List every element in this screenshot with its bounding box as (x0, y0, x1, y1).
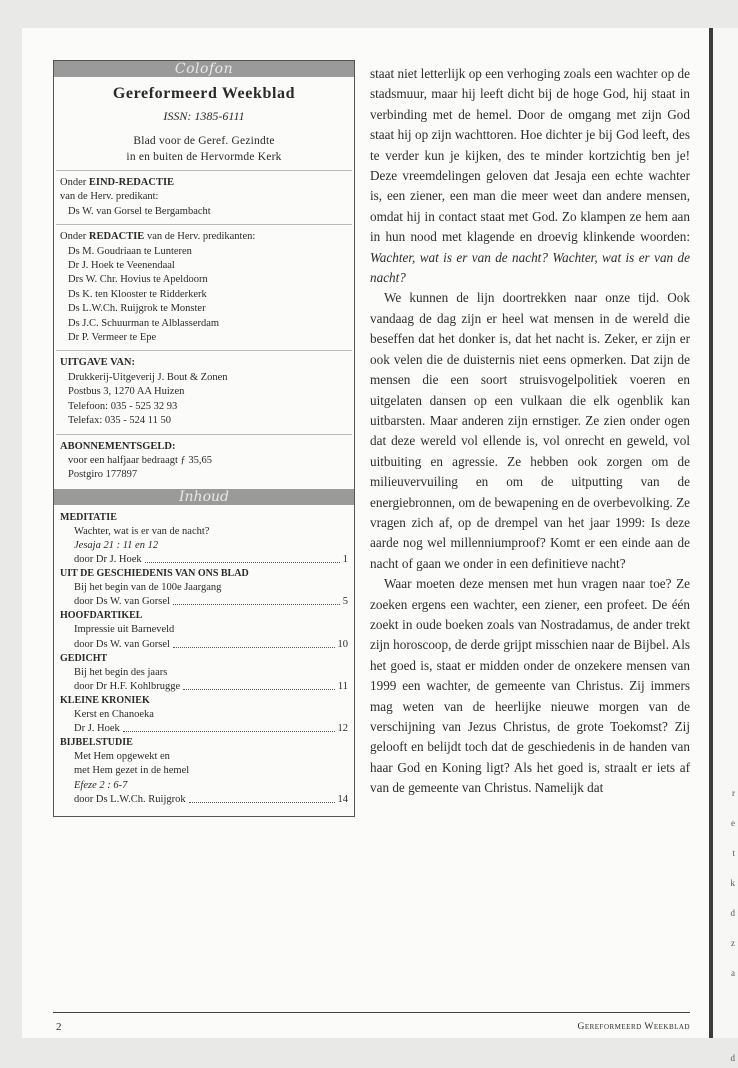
toc-page: 14 (337, 793, 348, 805)
paragraph-quote: Wachter, wat is er van de nacht? Wachter, wat is er van de nacht? (370, 249, 690, 286)
toc-section (60, 511, 348, 567)
toc-scripture: Jesaja 21 : 11 en 12 (74, 539, 159, 551)
prefix: Onder (60, 231, 87, 243)
article-paragraph: Waar moeten deze mensen met hun vragen naar toe? Ze zoeken ergens een wachter, een ziener, een profeet. De één zoekt in oude boeken zoals van Nostradamus, de ander trekt zijn horoscoop, de derde grijpt misschien naar de Bijbel. Als het goed is, staat er midden onder de onzekere mensen van 1999 een wachter, de gemeente van Christus. Zij immers mag weten van de heerlijke nieuwe morgen van de verschijning van Jezus Christus, de grote Toekomst? Zij gelooft en belijdt toch dat de geschiedenis in de handen van haar God en Koning ligt? Als het goed is, straalt er iets af van de gemeente van Christus. Namelijk dat (370, 576, 690, 796)
article-column (370, 64, 690, 799)
dot-leader (123, 722, 335, 732)
member: Ds M. Goudriaan te Lunteren (68, 245, 192, 257)
toc-heading: GEDICHT (60, 652, 108, 664)
toc-section (60, 567, 348, 609)
member: Dr J. Hoek te Veenendaal (68, 260, 175, 272)
dot-leader (145, 553, 340, 563)
prefix: Onder (60, 177, 87, 188)
inhoud-label: Inhoud (179, 488, 229, 505)
toc-author: door Dr J. Hoek (74, 554, 142, 565)
toc-heading: UIT DE GESCHIEDENIS VAN ONS BLAD (60, 568, 249, 580)
edge-letter: a (731, 968, 735, 978)
title-first: Gereformeerd (112, 85, 218, 102)
toc-section (60, 736, 348, 806)
divider (56, 224, 352, 225)
member: Ds L.W.Ch. Ruijgrok te Monster (68, 303, 206, 315)
member: Ds K. ten Klooster te Ridderkerk (68, 288, 207, 300)
toc-author: door Ds L.W.Ch. Ruijgrok (74, 793, 186, 805)
toc-author: Dr J. Hoek (74, 723, 120, 735)
section-heading: ABONNEMENTSGELD: (60, 440, 176, 452)
page-number: 2 (56, 1021, 62, 1033)
toc-heading: BIJBELSTUDIE (60, 737, 133, 749)
toc-entry[interactable] (60, 638, 348, 652)
dot-leader (189, 793, 335, 803)
colofon-banner (54, 61, 354, 77)
line: Postgiro 177897 (68, 469, 138, 481)
line: van de Herv. predikant: (60, 191, 159, 203)
member: Dr P. Vermeer te Epe (68, 332, 157, 344)
toc-author: door Ds W. van Gorsel (74, 638, 170, 650)
next-page-edge (713, 28, 738, 1063)
divider (56, 434, 352, 435)
footer-rule (53, 1012, 690, 1013)
colofon-label: Colofon (174, 61, 234, 77)
inhoud-banner (54, 489, 354, 505)
toc-entry[interactable] (60, 793, 348, 807)
paragraph-text: staat niet letterlijk op een verhoging zoals een wachter op de stadsmuur, maar hij leeft dicht bij de hoge God, hij staat in verbinding met de hemel. Door de omgang met zijn God staat hij op zijn wachttoren. Hoe dichter je bij God leeft, des te verder kun je kijken, des te minder kortzichtig ben je! Deze vreemdelingen geloven dat Jesaja een echte wachter is, een ziener, een man die meer weet dan andere mensen, omdat hij in contact staat met God. Zo klampen ze hem aan in hun nood met klagende en droevig klinkende woorden: (370, 66, 690, 245)
article-paragraph (370, 64, 690, 288)
subtitle (54, 133, 354, 165)
edge-letter: r (732, 788, 735, 798)
toc-author: door Dr H.F. Kohlbrugge (74, 680, 181, 692)
toc-heading: KLEINE KRONIEK (60, 694, 150, 706)
running-footer-title: Gereformeerd Weekblad (577, 1022, 690, 1032)
edge-letter: d (730, 908, 735, 918)
subtitle-line: in en buiten de Hervormde Kerk (126, 151, 282, 163)
toc-line: Wachter, wat is er van de nacht? (74, 525, 210, 537)
toc-page: 5 (342, 596, 348, 608)
dot-leader (183, 680, 335, 690)
dot-leader (173, 595, 340, 605)
toc-section (60, 652, 348, 694)
toc-entry[interactable] (60, 553, 348, 567)
toc-scripture: Efeze 2 : 6-7 (74, 779, 128, 791)
toc-heading: HOOFDARTIKEL (60, 610, 143, 622)
section-heading: EIND-REDACTIE (88, 177, 175, 188)
toc-line: Kerst en Chanoeka (74, 709, 154, 721)
toc-line: Met Hem opgewekt en (74, 751, 170, 763)
toc-entry[interactable] (60, 680, 348, 694)
title-second: Weekblad (221, 85, 296, 102)
abonnement-section (54, 440, 354, 483)
line: Postbus 3, 1270 AA Huizen (68, 386, 185, 398)
toc-line: Bij het begin des jaars (74, 666, 168, 678)
section-heading: REDACTIE (88, 231, 145, 243)
toc-entry[interactable] (60, 595, 348, 609)
divider (56, 350, 352, 351)
issn: ISSN: 1385-6111 (163, 109, 245, 123)
toc-line: Impressie uit Barneveld (74, 624, 175, 636)
toc-section (60, 694, 348, 736)
colophon-box (53, 60, 355, 817)
toc-heading: MEDITATIE (60, 511, 117, 523)
magazine-title (54, 85, 354, 103)
uitgave-section (54, 356, 354, 428)
suffix: van de Herv. predikanten: (146, 231, 256, 243)
member: Drs W. Chr. Hovius te Apeldoorn (68, 274, 208, 286)
edge-letter: e (731, 818, 735, 828)
toc-page: 12 (337, 723, 348, 735)
toc-section (60, 609, 348, 651)
toc-page: 1 (342, 554, 348, 565)
toc-page: 10 (337, 638, 348, 650)
edge-letter: d (730, 1053, 735, 1063)
dot-leader (173, 638, 335, 648)
edge-letter: t (732, 848, 735, 858)
member: Ds J.C. Schuurman te Alblasserdam (68, 317, 220, 329)
divider (56, 170, 352, 171)
toc-line: met Hem gezet in de hemel (74, 765, 190, 777)
table-of-contents (54, 505, 354, 807)
redactie-section (54, 230, 354, 345)
line: Telefax: 035 - 524 11 50 (68, 415, 171, 427)
toc-entry[interactable] (60, 722, 348, 736)
toc-page: 11 (337, 680, 348, 692)
edge-letter: z (731, 938, 735, 948)
toc-author: door Ds W. van Gorsel (74, 596, 170, 608)
line: Ds W. van Gorsel te Bergambacht (68, 205, 211, 217)
eindredactie-section (54, 176, 354, 219)
edge-letter: k (730, 878, 735, 888)
toc-line: Bij het begin van de 100e Jaargang (74, 582, 222, 594)
article-paragraph: We kunnen de lijn doortrekken naar onze tijd. Ook vandaag de dag zijn er heel wat mensen in de wereld die beseffen dat het donker is, dat het nacht is. Zeker, er zijn er ook velen die de duisternis niet eens opmerken. Dat zijn de mensen die een soort struisvogelpolitiek voeren en uitgelaten dansen op een vulkaan die elk ogenblik kan uitbarsten. Maar anderen zijn ernstiger. Ze zien onder ogen dat deze wereld vol ellende is, vol onrecht en geweld, vol uitbuiting en agressie. Ze hebben ook zorgen om de milieuvervuiling en om de uitputting van de energiebronnen, om de bewapening en de overbevolking. Ze vragen zich af, op de drempel van het jaar 1999: Is deze aarde nog wel millenniumproof? Komt er een einde aan de nacht of gaan we onder in een definitieve nacht? (370, 290, 690, 571)
line: Telefoon: 035 - 525 32 93 (68, 400, 178, 412)
line: voor een halfjaar bedraagt ƒ 35,65 (68, 454, 213, 466)
section-heading: UITGAVE VAN: (60, 357, 135, 369)
line: Drukkerij-Uitgeverij J. Bout & Zonen (68, 371, 228, 383)
subtitle-line: Blad voor de Geref. Gezindte (133, 135, 275, 147)
